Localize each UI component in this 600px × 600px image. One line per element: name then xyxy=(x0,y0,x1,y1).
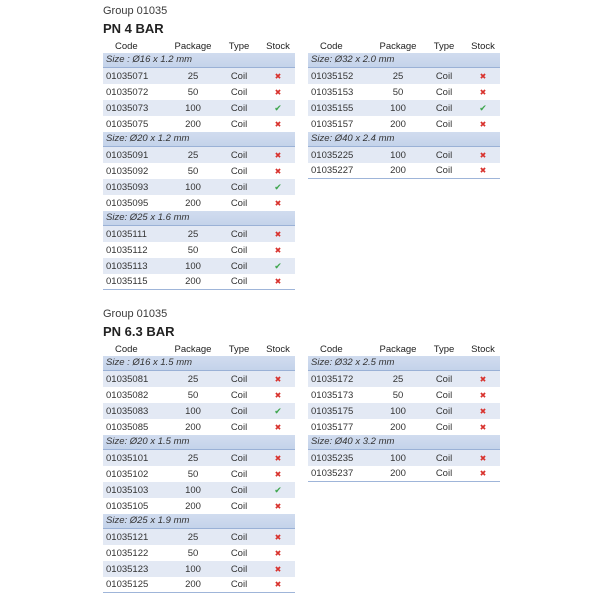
table-row xyxy=(103,387,295,403)
table-row xyxy=(103,242,295,258)
package-quantity: 100 xyxy=(185,102,201,114)
product-type: Coil xyxy=(230,468,248,480)
product-code: 01035073 xyxy=(106,102,149,114)
x-icon: ✖ xyxy=(274,548,282,558)
package-quantity: 100 xyxy=(390,452,406,464)
product-type: Coil xyxy=(230,149,248,161)
product-code: 01035081 xyxy=(106,373,149,385)
size-group-header: Size: Ø40 x 3.2 mm xyxy=(308,435,500,450)
x-icon: ✖ xyxy=(479,390,487,400)
check-icon: ✔ xyxy=(274,103,282,114)
table-row xyxy=(103,274,295,290)
stock-cell xyxy=(261,485,295,496)
package-quantity: 100 xyxy=(185,484,201,496)
stock-cell xyxy=(261,87,295,98)
table-row xyxy=(308,84,500,100)
package-quantity: 200 xyxy=(390,468,406,479)
package-quantity: 50 xyxy=(187,86,199,98)
table-row xyxy=(103,482,295,498)
table-row xyxy=(103,371,295,387)
table-row xyxy=(308,147,500,163)
package-quantity: 100 xyxy=(390,149,406,161)
table-row xyxy=(103,577,295,593)
x-icon: ✖ xyxy=(274,580,282,589)
stock-cell xyxy=(261,501,295,512)
table-row xyxy=(103,545,295,561)
package-quantity: 25 xyxy=(187,373,199,385)
x-icon: ✖ xyxy=(479,406,487,416)
product-code: 01035121 xyxy=(106,531,149,543)
table-row xyxy=(308,68,500,84)
package-quantity: 25 xyxy=(187,228,199,240)
product-type: Coil xyxy=(230,70,248,82)
column-header-package: Package xyxy=(379,41,417,52)
table-row xyxy=(103,498,295,514)
stock-cell xyxy=(466,87,500,98)
product-type: Coil xyxy=(230,181,248,193)
stock-cell xyxy=(261,579,295,590)
table-row xyxy=(103,116,295,132)
pressure-rating-title: PN 6.3 BAR xyxy=(103,324,175,339)
column-header-package: Package xyxy=(174,344,212,355)
product-type: Coil xyxy=(435,468,453,479)
product-type: Coil xyxy=(230,405,248,417)
column-header-code: Code xyxy=(320,41,343,52)
table-row xyxy=(308,466,500,482)
package-quantity: 100 xyxy=(185,563,201,575)
product-type: Coil xyxy=(435,102,453,114)
product-code: 01035075 xyxy=(106,118,149,130)
stock-cell xyxy=(261,532,295,543)
x-icon: ✖ xyxy=(479,119,487,129)
product-type: Coil xyxy=(230,260,248,272)
product-type: Coil xyxy=(230,563,248,575)
product-code: 01035112 xyxy=(106,244,148,256)
tables-container xyxy=(103,40,500,290)
product-code: 01035172 xyxy=(311,373,354,385)
package-quantity: 200 xyxy=(390,165,406,176)
table-row xyxy=(103,147,295,163)
stock-cell xyxy=(261,469,295,480)
product-code: 01035072 xyxy=(106,86,149,98)
stock-cell xyxy=(466,119,500,130)
package-quantity: 50 xyxy=(392,389,404,401)
table-row xyxy=(308,371,500,387)
package-quantity: 50 xyxy=(187,165,199,177)
stock-cell xyxy=(466,374,500,385)
tables-container xyxy=(103,343,500,593)
stock-cell xyxy=(261,182,295,193)
product-type: Coil xyxy=(435,70,453,82)
column-header-package: Package xyxy=(379,344,417,355)
product-code: 01035177 xyxy=(311,421,354,433)
column-header-type: Type xyxy=(433,41,455,52)
product-table xyxy=(103,40,295,290)
product-type: Coil xyxy=(230,86,248,98)
column-header-code: Code xyxy=(115,41,138,52)
package-quantity: 25 xyxy=(187,70,199,82)
size-group-header: Size: Ø20 x 1.5 mm xyxy=(103,435,295,450)
product-type: Coil xyxy=(230,373,248,385)
x-icon: ✖ xyxy=(274,532,282,542)
stock-cell xyxy=(466,406,500,417)
table-header-row xyxy=(103,40,295,53)
package-quantity: 50 xyxy=(187,244,199,256)
column-header-code: Code xyxy=(320,344,343,355)
product-type: Coil xyxy=(230,244,248,256)
stock-cell xyxy=(466,165,500,176)
table-row xyxy=(308,387,500,403)
product-type: Coil xyxy=(435,405,453,417)
product-code: 01035083 xyxy=(106,405,149,417)
product-type: Coil xyxy=(230,197,248,209)
x-icon: ✖ xyxy=(274,119,282,129)
pressure-group-section xyxy=(103,306,500,593)
product-type: Coil xyxy=(435,421,453,433)
table-row xyxy=(103,450,295,466)
package-quantity: 25 xyxy=(187,531,199,543)
table-header-row xyxy=(103,343,295,356)
package-quantity: 25 xyxy=(187,149,199,161)
x-icon: ✖ xyxy=(274,245,282,255)
table-row xyxy=(103,195,295,211)
product-type: Coil xyxy=(230,500,248,512)
stock-cell xyxy=(261,198,295,209)
package-quantity: 25 xyxy=(392,70,404,82)
stock-cell xyxy=(261,245,295,256)
table-row xyxy=(308,116,500,132)
product-type: Coil xyxy=(230,531,248,543)
stock-cell xyxy=(466,103,500,114)
product-code: 01035101 xyxy=(106,452,149,464)
product-type: Coil xyxy=(230,118,248,130)
product-code: 01035157 xyxy=(311,118,354,130)
check-icon: ✔ xyxy=(479,103,487,114)
product-type: Coil xyxy=(435,373,453,385)
stock-cell xyxy=(466,71,500,82)
group-label: Group 01035 xyxy=(103,308,168,320)
table-row xyxy=(103,68,295,84)
x-icon: ✖ xyxy=(479,453,487,463)
stock-cell xyxy=(466,453,500,464)
table-row xyxy=(103,100,295,116)
column-header-type: Type xyxy=(433,344,455,355)
product-type: Coil xyxy=(230,102,248,114)
stock-cell xyxy=(261,229,295,240)
table-row xyxy=(308,450,500,466)
table-row xyxy=(103,561,295,577)
package-quantity: 50 xyxy=(187,468,199,480)
x-icon: ✖ xyxy=(274,422,282,432)
size-group-header: Size: Ø25 x 1.6 mm xyxy=(103,211,295,226)
product-code: 01035153 xyxy=(311,86,354,98)
product-type: Coil xyxy=(230,165,248,177)
product-code: 01035125 xyxy=(106,579,149,590)
check-icon: ✔ xyxy=(274,261,282,272)
product-type: Coil xyxy=(435,452,453,464)
product-code: 01035091 xyxy=(106,149,149,161)
product-code: 01035122 xyxy=(106,547,149,559)
stock-cell xyxy=(261,119,295,130)
stock-cell xyxy=(261,374,295,385)
product-code: 01035173 xyxy=(311,389,354,401)
product-code: 01035105 xyxy=(106,500,149,512)
stock-cell xyxy=(466,468,500,479)
table-row xyxy=(103,529,295,545)
stock-cell xyxy=(261,548,295,559)
x-icon: ✖ xyxy=(274,150,282,160)
x-icon: ✖ xyxy=(479,150,487,160)
product-code: 01035095 xyxy=(106,197,149,209)
table-row xyxy=(103,179,295,195)
size-group-header: Size : Ø16 x 1.5 mm xyxy=(103,356,295,371)
check-icon: ✔ xyxy=(274,485,282,496)
column-header-code: Code xyxy=(115,344,138,355)
x-icon: ✖ xyxy=(479,166,487,175)
package-quantity: 200 xyxy=(185,197,201,209)
package-quantity: 200 xyxy=(185,421,201,433)
table-row xyxy=(103,163,295,179)
x-icon: ✖ xyxy=(479,71,487,81)
product-code: 01035123 xyxy=(106,563,149,575)
stock-cell xyxy=(261,103,295,114)
table-row xyxy=(308,163,500,179)
table-row xyxy=(103,84,295,100)
stock-cell xyxy=(466,150,500,161)
product-code: 01035155 xyxy=(311,102,354,114)
table-header-row xyxy=(308,343,500,356)
size-group-header: Size: Ø40 x 2.4 mm xyxy=(308,132,500,147)
column-header-stock: Stock xyxy=(471,41,495,52)
table-header-row xyxy=(308,40,500,53)
product-code: 01035235 xyxy=(311,452,354,464)
stock-cell xyxy=(261,150,295,161)
table-row xyxy=(103,403,295,419)
x-icon: ✖ xyxy=(479,87,487,97)
pressure-group-section xyxy=(103,3,500,290)
x-icon: ✖ xyxy=(274,229,282,239)
size-group-header: Size: Ø25 x 1.9 mm xyxy=(103,514,295,529)
package-quantity: 200 xyxy=(185,276,201,287)
stock-cell xyxy=(261,71,295,82)
package-quantity: 100 xyxy=(390,405,406,417)
package-quantity: 200 xyxy=(390,421,406,433)
x-icon: ✖ xyxy=(274,501,282,511)
x-icon: ✖ xyxy=(274,564,282,574)
product-code: 01035082 xyxy=(106,389,149,401)
package-quantity: 200 xyxy=(390,118,406,130)
check-icon: ✔ xyxy=(274,406,282,417)
product-code: 01035103 xyxy=(106,484,149,496)
package-quantity: 100 xyxy=(390,102,406,114)
product-code: 01035085 xyxy=(106,421,149,433)
x-icon: ✖ xyxy=(274,71,282,81)
column-header-package: Package xyxy=(174,41,212,52)
product-type: Coil xyxy=(230,484,248,496)
size-group-header: Size: Ø32 x 2.5 mm xyxy=(308,356,500,371)
product-type: Coil xyxy=(435,389,453,401)
product-code: 01035175 xyxy=(311,405,354,417)
x-icon: ✖ xyxy=(479,469,487,478)
column-header-stock: Stock xyxy=(266,344,290,355)
stock-cell xyxy=(261,422,295,433)
stock-cell xyxy=(261,276,295,287)
product-code: 01035113 xyxy=(106,260,148,272)
x-icon: ✖ xyxy=(274,390,282,400)
product-type: Coil xyxy=(435,118,453,130)
product-type: Coil xyxy=(435,149,453,161)
product-code: 01035092 xyxy=(106,165,149,177)
group-label: Group 01035 xyxy=(103,5,168,17)
size-group-header: Size: Ø20 x 1.2 mm xyxy=(103,132,295,147)
package-quantity: 200 xyxy=(185,500,201,512)
table-row xyxy=(103,466,295,482)
stock-cell xyxy=(261,406,295,417)
stock-cell xyxy=(261,261,295,272)
column-header-type: Type xyxy=(228,41,250,52)
package-quantity: 50 xyxy=(187,547,199,559)
package-quantity: 100 xyxy=(185,181,201,193)
product-type: Coil xyxy=(230,452,248,464)
product-type: Coil xyxy=(230,276,248,287)
product-type: Coil xyxy=(230,389,248,401)
package-quantity: 200 xyxy=(185,579,201,590)
product-table xyxy=(308,40,500,179)
stock-cell xyxy=(261,166,295,177)
x-icon: ✖ xyxy=(479,422,487,432)
package-quantity: 50 xyxy=(392,86,404,98)
product-code: 01035071 xyxy=(106,70,149,82)
product-code: 01035102 xyxy=(106,468,149,480)
table-row xyxy=(308,403,500,419)
size-group-header: Size : Ø16 x 1.2 mm xyxy=(103,53,295,68)
x-icon: ✖ xyxy=(274,166,282,176)
package-quantity: 100 xyxy=(185,260,201,272)
stock-cell xyxy=(261,564,295,575)
product-code: 01035227 xyxy=(311,165,354,176)
check-icon: ✔ xyxy=(274,182,282,193)
product-type: Coil xyxy=(230,421,248,433)
table-row xyxy=(308,100,500,116)
table-row xyxy=(103,226,295,242)
x-icon: ✖ xyxy=(274,198,282,208)
stock-cell xyxy=(261,390,295,401)
package-quantity: 100 xyxy=(185,405,201,417)
product-code: 01035115 xyxy=(106,276,148,287)
column-header-stock: Stock xyxy=(266,41,290,52)
product-code: 01035093 xyxy=(106,181,149,193)
x-icon: ✖ xyxy=(274,453,282,463)
stock-cell xyxy=(466,422,500,433)
x-icon: ✖ xyxy=(274,87,282,97)
product-type: Coil xyxy=(230,547,248,559)
stock-cell xyxy=(261,453,295,464)
x-icon: ✖ xyxy=(274,469,282,479)
package-quantity: 50 xyxy=(187,389,199,401)
x-icon: ✖ xyxy=(479,374,487,384)
product-code: 01035111 xyxy=(106,228,147,240)
x-icon: ✖ xyxy=(274,277,282,286)
product-code: 01035237 xyxy=(311,468,354,479)
product-code: 01035152 xyxy=(311,70,354,82)
stock-cell xyxy=(466,390,500,401)
package-quantity: 200 xyxy=(185,118,201,130)
product-type: Coil xyxy=(435,86,453,98)
x-icon: ✖ xyxy=(274,374,282,384)
column-header-stock: Stock xyxy=(471,344,495,355)
product-table xyxy=(103,343,295,593)
package-quantity: 25 xyxy=(187,452,199,464)
package-quantity: 25 xyxy=(392,373,404,385)
table-row xyxy=(103,258,295,274)
product-type: Coil xyxy=(230,228,248,240)
product-code: 01035225 xyxy=(311,149,354,161)
table-row xyxy=(103,419,295,435)
table-row xyxy=(308,419,500,435)
size-group-header: Size: Ø32 x 2.0 mm xyxy=(308,53,500,68)
column-header-type: Type xyxy=(228,344,250,355)
pressure-rating-title: PN 4 BAR xyxy=(103,21,164,36)
product-type: Coil xyxy=(435,165,453,176)
product-table xyxy=(308,343,500,482)
product-type: Coil xyxy=(230,579,248,590)
